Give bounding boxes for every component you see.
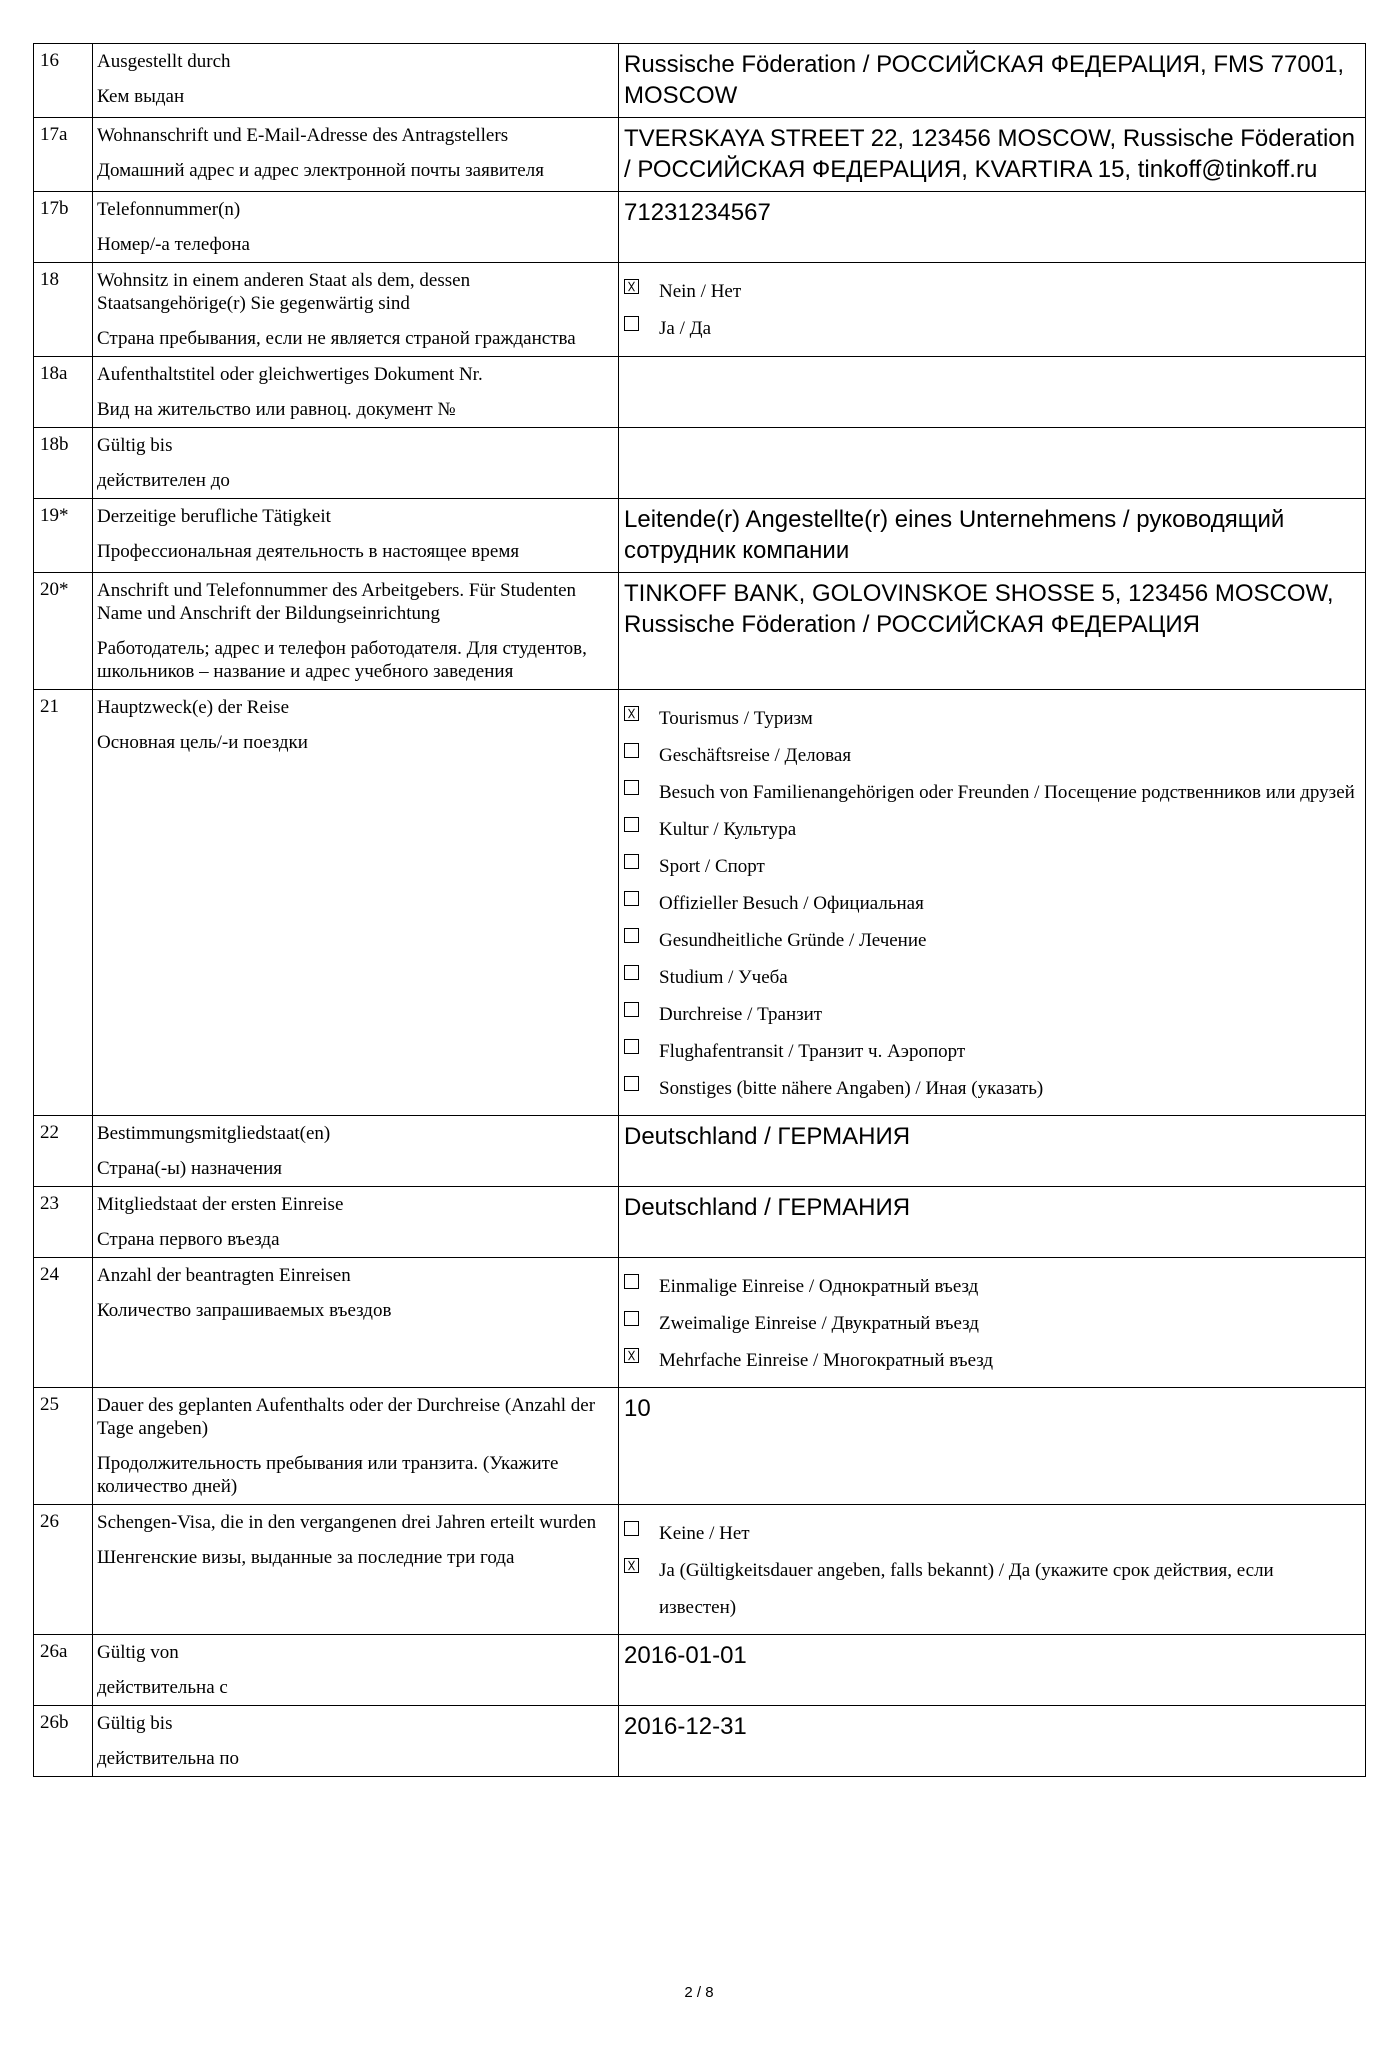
checkbox-unchecked-icon[interactable] bbox=[624, 316, 639, 331]
field-number: 24 bbox=[34, 1258, 93, 1388]
checkbox-label: Mehrfache Einreise / Многократный въезд bbox=[659, 1350, 994, 1371]
field-label-german: Telefonnummer(n) bbox=[97, 199, 241, 220]
checkbox-label: Zweimalige Einreise / Двукратный въезд bbox=[659, 1313, 979, 1334]
field-value: TINKOFF BANK, GOLOVINSKOE SHOSSE 5, 123456 MOSCOW, Russische Föderation / РОССИЙСКАЯ ФЕДЕРАЦИЯ bbox=[619, 573, 1366, 690]
checkbox-option[interactable] bbox=[624, 1305, 1355, 1342]
field-number: 26 bbox=[34, 1505, 93, 1635]
checkbox-label: Kultur / Культура bbox=[659, 819, 797, 840]
field-value: 2016-12-31 bbox=[619, 1706, 1366, 1777]
field-label-german: Gültig bis bbox=[97, 1713, 173, 1734]
form-row-20 bbox=[34, 573, 1366, 690]
checkbox-label: Keine / Нет bbox=[659, 1523, 750, 1544]
checkbox-unchecked-icon[interactable] bbox=[624, 1274, 639, 1289]
form-row-26 bbox=[34, 1505, 1366, 1635]
checkbox-label: Sport / Спорт bbox=[659, 856, 765, 877]
checkbox-label: Geschäftsreise / Деловая bbox=[659, 745, 852, 766]
field-label-german: Mitgliedstaat der ersten Einreise bbox=[97, 1194, 344, 1215]
field-value bbox=[619, 357, 1366, 428]
field-number: 25 bbox=[34, 1388, 93, 1505]
field-number: 26b bbox=[34, 1706, 93, 1777]
field-label-german: Bestimmungsmitgliedstaat(en) bbox=[97, 1123, 331, 1144]
checkbox-unchecked-icon[interactable] bbox=[624, 1521, 639, 1536]
field-label bbox=[93, 357, 619, 428]
field-value: Deutschland / ГЕРМАНИЯ bbox=[619, 1187, 1366, 1258]
checkbox-unchecked-icon[interactable] bbox=[624, 1311, 639, 1326]
field-value: Deutschland / ГЕРМАНИЯ bbox=[619, 1116, 1366, 1187]
checkbox-checked-icon[interactable] bbox=[624, 1348, 639, 1363]
field-label-russian: Домашний адрес и адрес электронной почты заявителя bbox=[97, 160, 544, 181]
checkbox-option[interactable] bbox=[624, 885, 1355, 922]
visa-application-form-page bbox=[33, 43, 1366, 1777]
checkbox-option[interactable] bbox=[624, 1070, 1355, 1107]
checkbox-option[interactable] bbox=[624, 811, 1355, 848]
checkbox-option[interactable] bbox=[624, 700, 1355, 737]
field-label-russian: Вид на жительство или равноц. документ № bbox=[97, 399, 456, 420]
field-number: 18 bbox=[34, 263, 93, 357]
form-row-26b bbox=[34, 1706, 1366, 1777]
field-label-russian: Количество запрашиваемых въездов bbox=[97, 1300, 392, 1321]
field-number: 21 bbox=[34, 690, 93, 1116]
field-label-german: Ausgestellt durch bbox=[97, 51, 231, 72]
checkbox-label: Tourismus / Туризм bbox=[659, 708, 813, 729]
form-row-17a bbox=[34, 118, 1366, 192]
checkbox-checked-icon[interactable] bbox=[624, 1558, 639, 1573]
field-label-german: Anschrift und Telefonnummer des Arbeitgebers. Für Studenten Name und Anschrift der Bildungseinrichtung bbox=[97, 580, 577, 624]
field-label-russian: Номер/-а телефона bbox=[97, 234, 250, 255]
field-number: 17b bbox=[34, 192, 93, 263]
field-number: 18b bbox=[34, 428, 93, 499]
field-label-russian: Шенгенские визы, выданные за последние три года bbox=[97, 1547, 515, 1568]
form-row-18a bbox=[34, 357, 1366, 428]
form-row-24 bbox=[34, 1258, 1366, 1388]
field-label-german: Gültig bis bbox=[97, 435, 173, 456]
field-options bbox=[619, 1505, 1366, 1635]
checkbox-option[interactable] bbox=[624, 1552, 1355, 1626]
field-label-german: Dauer des geplanten Aufenthalts oder der Durchreise (Anzahl der Tage angeben) bbox=[97, 1395, 596, 1439]
field-label-russian: Основная цель/-и поездки bbox=[97, 732, 308, 753]
checkbox-unchecked-icon[interactable] bbox=[624, 817, 639, 832]
field-label-russian: Страна первого въезда bbox=[97, 1229, 280, 1250]
field-label bbox=[93, 1706, 619, 1777]
checkbox-label: Ja / Да bbox=[659, 318, 711, 339]
checkbox-unchecked-icon[interactable] bbox=[624, 928, 639, 943]
form-row-18 bbox=[34, 263, 1366, 357]
checkbox-unchecked-icon[interactable] bbox=[624, 891, 639, 906]
field-value: TVERSKAYA STREET 22, 123456 MOSCOW, Russische Föderation / РОССИЙСКАЯ ФЕДЕРАЦИЯ, KVARTIRA 15, tinkoff@tinkoff.ru bbox=[619, 118, 1366, 192]
field-label bbox=[93, 118, 619, 192]
form-row-21 bbox=[34, 690, 1366, 1116]
checkbox-unchecked-icon[interactable] bbox=[624, 1002, 639, 1017]
checkbox-label: Offizieller Besuch / Официальная bbox=[659, 893, 924, 914]
field-label bbox=[93, 1116, 619, 1187]
field-value: 10 bbox=[619, 1388, 1366, 1505]
field-label-russian: Продолжительность пребывания или транзита. (Укажите количество дней) bbox=[97, 1453, 559, 1497]
form-row-25 bbox=[34, 1388, 1366, 1505]
field-label-russian: действительна с bbox=[97, 1677, 228, 1698]
field-label-german: Schengen-Visa, die in den vergangenen drei Jahren erteilt wurden bbox=[97, 1512, 597, 1533]
field-label-german: Wohnanschrift und E-Mail-Adresse des Antragstellers bbox=[97, 125, 509, 146]
field-label bbox=[93, 499, 619, 573]
checkbox-label: Durchreise / Транзит bbox=[659, 1004, 823, 1025]
checkbox-option[interactable] bbox=[624, 273, 1355, 310]
field-value: 71231234567 bbox=[619, 192, 1366, 263]
field-label-german: Wohnsitz in einem anderen Staat als dem, dessen Staatsangehörige(r) Sie gegenwärtig sind bbox=[97, 270, 471, 314]
checkbox-label: Ja (Gültigkeitsdauer angeben, falls bekannt) / Да (укажите срок действия, если известен) bbox=[659, 1560, 1274, 1618]
field-value: Leitende(r) Angestellte(r) eines Unternehmens / руководящий сотрудник компании bbox=[619, 499, 1366, 573]
checkbox-option[interactable] bbox=[624, 1268, 1355, 1305]
checkbox-option[interactable] bbox=[624, 1515, 1355, 1552]
field-label-russian: Страна пребывания, если не является страной гражданства bbox=[97, 328, 576, 349]
checkbox-label: Sonstiges (bitte nähere Angaben) / Иная (указать) bbox=[659, 1078, 1044, 1099]
checkbox-checked-icon[interactable] bbox=[624, 279, 639, 294]
field-label-russian: Профессиональная деятельность в настоящее время bbox=[97, 541, 520, 562]
field-label bbox=[93, 1505, 619, 1635]
field-number: 20* bbox=[34, 573, 93, 690]
field-label bbox=[93, 573, 619, 690]
field-label-german: Gültig von bbox=[97, 1642, 179, 1663]
checkbox-option[interactable] bbox=[624, 922, 1355, 959]
checkbox-option[interactable] bbox=[624, 996, 1355, 1033]
checkbox-unchecked-icon[interactable] bbox=[624, 1076, 639, 1091]
checkbox-unchecked-icon[interactable] bbox=[624, 965, 639, 980]
checkbox-label: Nein / Нет bbox=[659, 281, 742, 302]
checkbox-label: Gesundheitliche Gründe / Лечение bbox=[659, 930, 927, 951]
field-number: 26a bbox=[34, 1635, 93, 1706]
checkbox-unchecked-icon[interactable] bbox=[624, 1039, 639, 1054]
field-number: 18a bbox=[34, 357, 93, 428]
form-row-22 bbox=[34, 1116, 1366, 1187]
form-row-23 bbox=[34, 1187, 1366, 1258]
field-label bbox=[93, 690, 619, 1116]
form-row-19 bbox=[34, 499, 1366, 573]
field-number: 17a bbox=[34, 118, 93, 192]
checkbox-label: Studium / Учеба bbox=[659, 967, 788, 988]
application-form-table bbox=[33, 43, 1366, 1777]
checkbox-label: Flughafentransit / Транзит ч. Аэропорт bbox=[659, 1041, 966, 1062]
form-row-16 bbox=[34, 44, 1366, 118]
field-label bbox=[93, 1258, 619, 1388]
field-label-german: Anzahl der beantragten Einreisen bbox=[97, 1265, 351, 1286]
field-label bbox=[93, 1388, 619, 1505]
page-number: 2 / 8 bbox=[684, 1984, 714, 2001]
field-label-german: Hauptzweck(e) der Reise bbox=[97, 697, 290, 718]
checkbox-unchecked-icon[interactable] bbox=[624, 743, 639, 758]
field-options bbox=[619, 263, 1366, 357]
field-label-russian: Работодатель; адрес и телефон работодателя. Для студентов, школьников – название и адрес учебного заведения bbox=[97, 638, 587, 682]
checkbox-option[interactable] bbox=[624, 959, 1355, 996]
checkbox-option[interactable] bbox=[624, 1342, 1355, 1379]
field-number: 22 bbox=[34, 1116, 93, 1187]
checkbox-option[interactable] bbox=[624, 848, 1355, 885]
field-number: 16 bbox=[34, 44, 93, 118]
checkbox-unchecked-icon[interactable] bbox=[624, 780, 639, 795]
field-label-russian: действительна по bbox=[97, 1748, 240, 1769]
field-options bbox=[619, 1258, 1366, 1388]
field-number: 23 bbox=[34, 1187, 93, 1258]
field-label-russian: действителен до bbox=[97, 470, 230, 491]
checkbox-label: Einmalige Einreise / Однократный въезд bbox=[659, 1276, 979, 1297]
field-label-german: Aufenthaltstitel oder gleichwertiges Dokument Nr. bbox=[97, 364, 483, 385]
checkbox-label: Besuch von Familienangehörigen oder Freunden / Посещение родственников или друзей bbox=[659, 782, 1355, 803]
field-label-russian: Страна(-ы) назначения bbox=[97, 1158, 282, 1179]
field-number: 19* bbox=[34, 499, 93, 573]
field-label-russian: Кем выдан bbox=[97, 86, 185, 107]
field-label bbox=[93, 192, 619, 263]
form-row-17b bbox=[34, 192, 1366, 263]
field-label-german: Derzeitige berufliche Tätigkeit bbox=[97, 506, 331, 527]
checkbox-checked-icon[interactable] bbox=[624, 706, 639, 721]
checkbox-option[interactable] bbox=[624, 310, 1355, 347]
field-label bbox=[93, 428, 619, 499]
field-label bbox=[93, 1187, 619, 1258]
field-label bbox=[93, 44, 619, 118]
field-label bbox=[93, 263, 619, 357]
field-options bbox=[619, 690, 1366, 1116]
form-row-26a bbox=[34, 1635, 1366, 1706]
field-value bbox=[619, 428, 1366, 499]
form-row-18b bbox=[34, 428, 1366, 499]
checkbox-option[interactable] bbox=[624, 774, 1355, 811]
checkbox-option[interactable] bbox=[624, 1033, 1355, 1070]
checkbox-option[interactable] bbox=[624, 737, 1355, 774]
field-label bbox=[93, 1635, 619, 1706]
field-value: Russische Föderation / РОССИЙСКАЯ ФЕДЕРАЦИЯ, FMS 77001, MOSCOW bbox=[619, 44, 1366, 118]
field-value: 2016-01-01 bbox=[619, 1635, 1366, 1706]
checkbox-unchecked-icon[interactable] bbox=[624, 854, 639, 869]
